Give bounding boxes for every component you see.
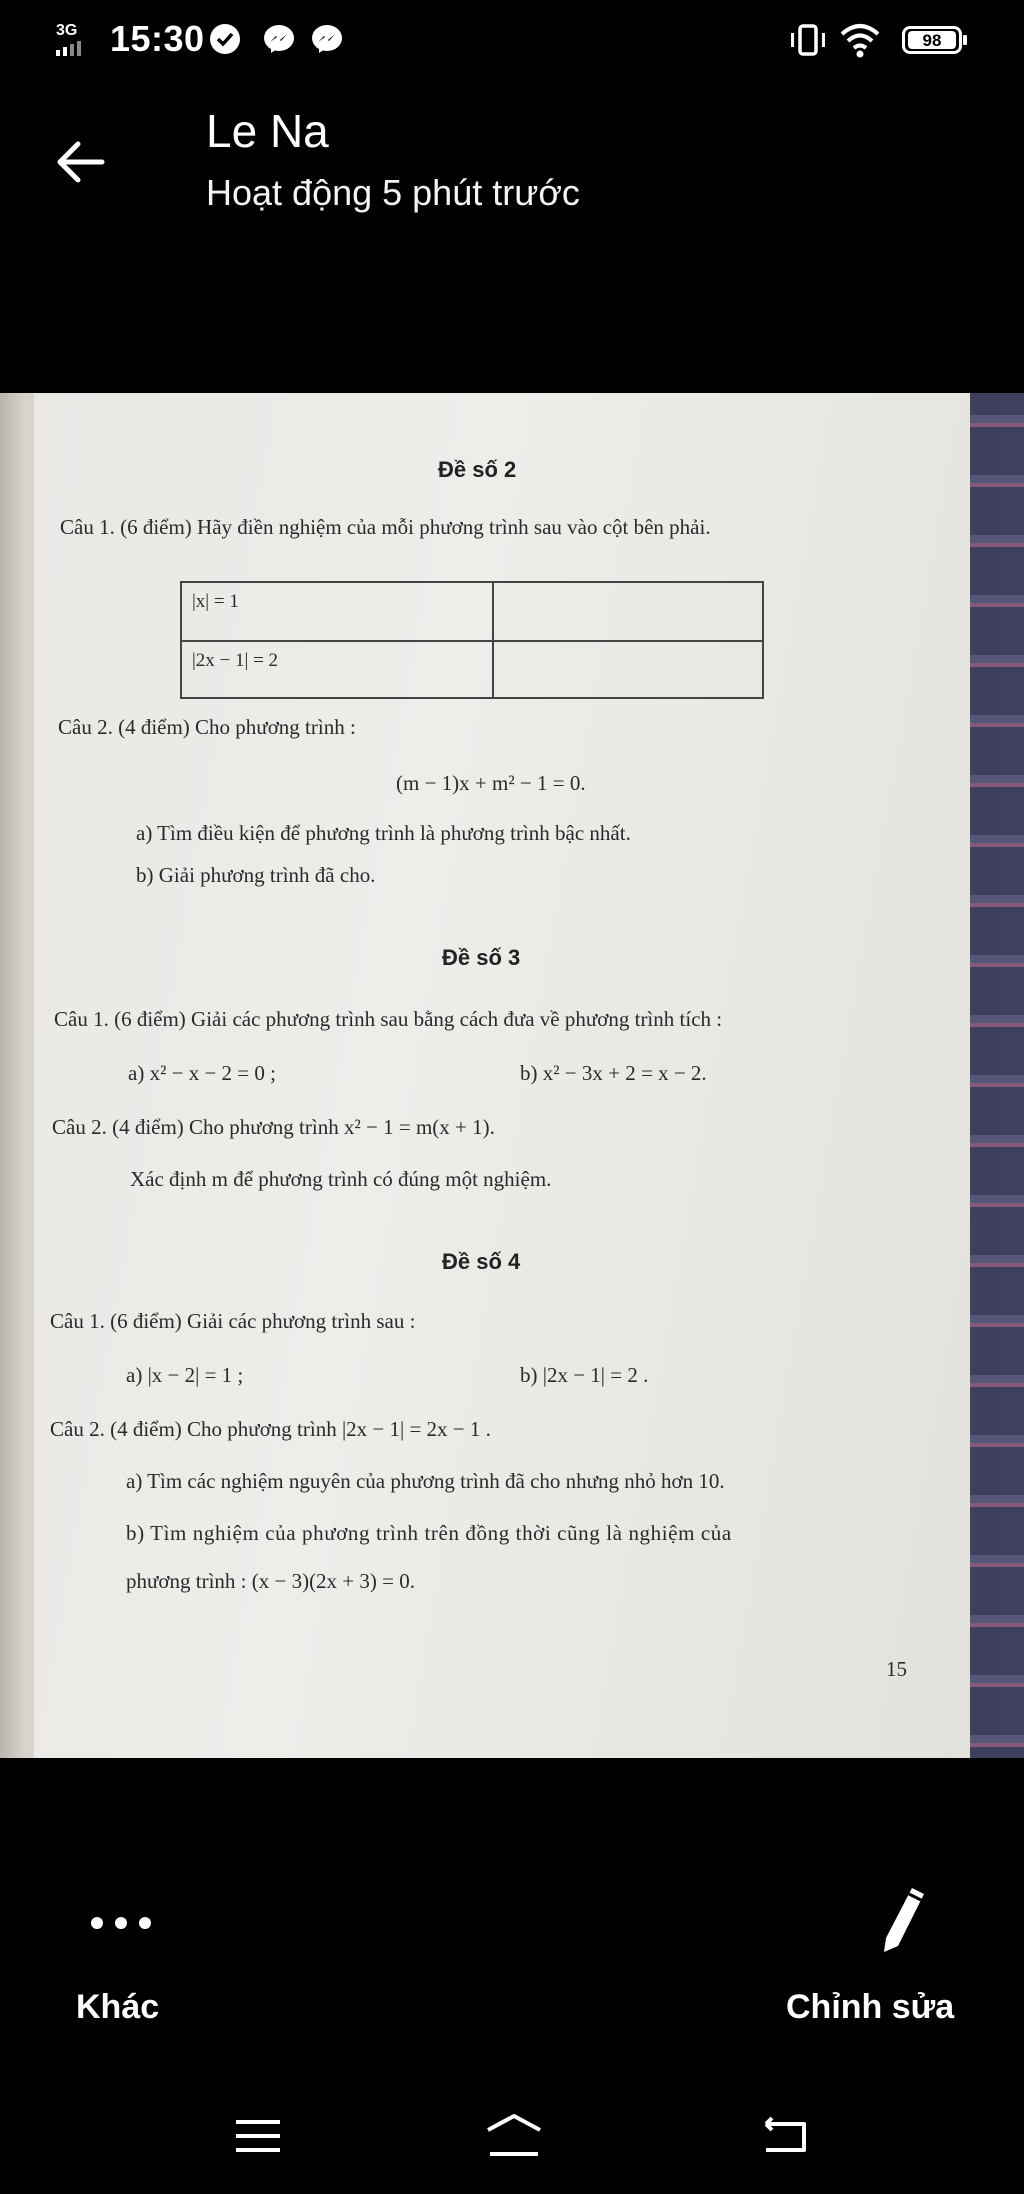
- messenger-icon-2: [310, 22, 344, 56]
- de3-question-2-text: Xác định m để phương trình có đúng một nghiệm.: [130, 1167, 552, 1191]
- menu-nav-icon[interactable]: [232, 2110, 284, 2162]
- heading-de-3: Đề số 3: [442, 945, 521, 970]
- table-row: [182, 640, 762, 699]
- de2-question-2a: a) Tìm điều kiện để phương trình là phương trình bậc nhất.: [136, 821, 631, 845]
- home-nav-icon[interactable]: [484, 2110, 544, 2162]
- de4-question-2b-cont: phương trình : (x − 3)(2x + 3) = 0.: [126, 1569, 415, 1593]
- de4-question-2: Câu 2. (4 điểm) Cho phương trình |2x − 1| = 2x − 1 .: [50, 1417, 491, 1441]
- network-type: 3G: [56, 22, 78, 39]
- table-cell-equation: |2x − 1| = 2: [182, 642, 494, 699]
- de3-question-2: Câu 2. (4 điểm) Cho phương trình x² − 1 = m(x + 1).: [52, 1115, 495, 1139]
- table-cell-answer: [494, 583, 762, 640]
- signal-icon: [54, 38, 94, 58]
- status-bar: [0, 0, 1024, 80]
- activity-status: Hoạt động 5 phút trước: [206, 172, 580, 213]
- de3-question-1: Câu 1. (6 điểm) Giải các phương trình sau bằng cách đưa về phương trình tích :: [54, 1007, 723, 1031]
- more-button[interactable]: Khác: [76, 1988, 160, 2026]
- vibrate-icon: [788, 22, 828, 58]
- de2-question-2: Câu 2. (4 điểm) Cho phương trình :: [58, 715, 356, 739]
- de4-question-1b: b) |2x − 1| = 2 .: [520, 1363, 649, 1387]
- heading-de-2: Đề số 2: [438, 457, 517, 482]
- de2-question-2b: b) Giải phương trình đã cho.: [136, 863, 376, 887]
- pencil-icon[interactable]: [876, 1884, 928, 1954]
- table-cell-equation: |x| = 1: [182, 583, 494, 640]
- battery-icon: [902, 26, 962, 54]
- battery-level: 98: [908, 31, 956, 49]
- de4-question-2a: a) Tìm các nghiệm nguyên của phương trình đã cho nhưng nhỏ hơn 10.: [126, 1469, 725, 1493]
- de4-question-1: Câu 1. (6 điểm) Giải các phương trình sau :: [50, 1309, 416, 1333]
- de3-question-1b: b) x² − 3x + 2 = x − 2.: [520, 1061, 707, 1085]
- answer-table: [180, 581, 764, 699]
- worksheet-page: [34, 393, 970, 1758]
- check-circle-icon: [208, 22, 242, 56]
- more-dots-icon[interactable]: [90, 1916, 152, 1930]
- heading-de-4: Đề số 4: [442, 1249, 521, 1274]
- de2-question-1: Câu 1. (6 điểm) Hãy điền nghiệm của mỗi phương trình sau vào cột bên phải.: [60, 515, 711, 539]
- contact-name: Le Na: [206, 105, 329, 157]
- shared-photo[interactable]: [0, 393, 1024, 1758]
- fabric-background: [966, 393, 1024, 1758]
- messenger-icon: [262, 22, 296, 56]
- back-nav-icon[interactable]: [758, 2110, 810, 2162]
- clock: 15:30: [110, 18, 205, 59]
- page-number: 15: [886, 1657, 907, 1681]
- de4-question-1a: a) |x − 2| = 1 ;: [126, 1363, 244, 1387]
- de4-question-2b: b) Tìm nghiệm của phương trình trên đồng thời cũng là nghiệm của: [126, 1521, 732, 1545]
- back-arrow-icon[interactable]: [52, 134, 108, 190]
- table-row: [182, 583, 762, 640]
- table-cell-answer: [494, 642, 762, 699]
- de3-question-1a: a) x² − x − 2 = 0 ;: [128, 1061, 276, 1085]
- wifi-icon: [838, 20, 882, 60]
- de2-equation: (m − 1)x + m² − 1 = 0.: [396, 771, 586, 795]
- edit-button[interactable]: Chỉnh sửa: [786, 1988, 955, 2026]
